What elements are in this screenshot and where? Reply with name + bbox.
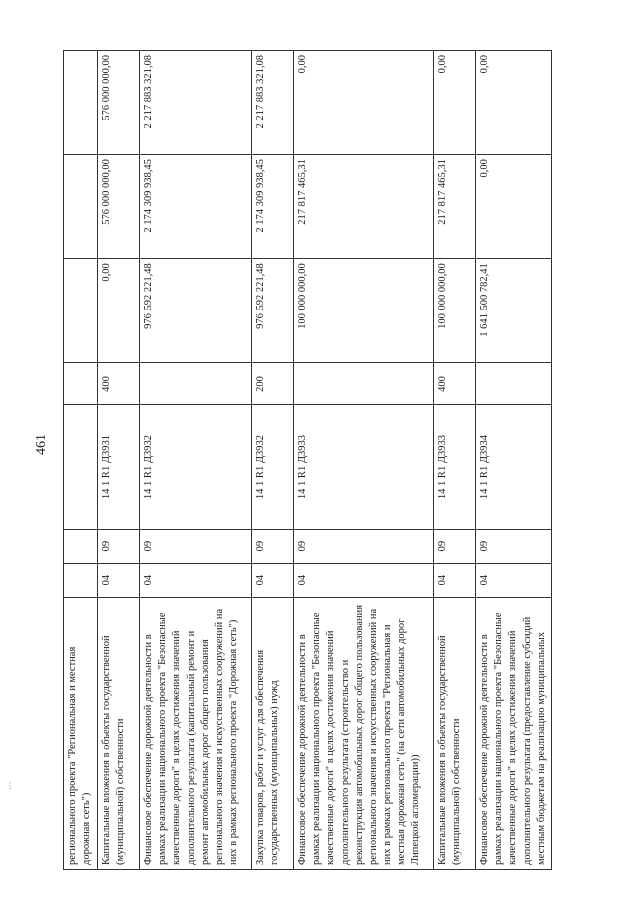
table-row <box>476 51 552 870</box>
razdel: 04 <box>434 563 476 597</box>
podrazdel: 09 <box>252 529 294 563</box>
amount-year-1 <box>64 259 98 363</box>
amount-year-1: 976 592 221,48 <box>252 259 294 363</box>
item-name: Финансовое обеспечение дорожной деятельности в рамках реализации национального проекта "Безопасные качественные дороги" в целях достижения значений дополнительного результата (предоставление субсидий местным бюджетам на реализацию муниципальных <box>476 597 552 869</box>
table-row <box>434 51 476 870</box>
item-name: Финансовое обеспечение дорожной деятельности в рамках реализации национального проекта "Безопасные качественные дороги" в целях достижения значений дополнительного результата (капитальный ремонт и ремонт автомобильных дорог общего пользования регионального значения и искусственных сооружений на них в рамках регионального проекта "Дорожная сеть") <box>140 597 252 869</box>
rotated-page <box>63 50 640 870</box>
table-row <box>252 51 294 870</box>
expense-type: 400 <box>434 363 476 405</box>
podrazdel: 09 <box>294 529 434 563</box>
margin-stamp: ••• <box>6 781 15 790</box>
budget-table <box>63 50 552 870</box>
amount-year-1: 0,00 <box>98 259 140 363</box>
item-name: Капитальные вложения в объекты государственной (муниципальной) собственности <box>434 597 476 869</box>
razdel: 04 <box>252 563 294 597</box>
amount-year-2 <box>64 155 98 259</box>
razdel <box>64 563 98 597</box>
amount-year-3: 0,00 <box>434 51 476 155</box>
amount-year-1: 1 641 500 782,41 <box>476 259 552 363</box>
amount-year-3: 2 217 883 321,08 <box>140 51 252 155</box>
target-article: 14 1 R1 Д3934 <box>476 405 552 529</box>
podrazdel: 09 <box>98 529 140 563</box>
expense-type: 400 <box>98 363 140 405</box>
razdel: 04 <box>98 563 140 597</box>
podrazdel: 09 <box>476 529 552 563</box>
amount-year-2: 2 174 309 938,45 <box>140 155 252 259</box>
item-name: Капитальные вложения в объекты государственной (муниципальной) собственности <box>98 597 140 869</box>
amount-year-3: 0,00 <box>476 51 552 155</box>
razdel: 04 <box>140 563 252 597</box>
item-name: регионального проекта "Региональная и местная дорожная сеть") <box>64 597 98 869</box>
razdel: 04 <box>294 563 434 597</box>
amount-year-2: 576 000 000,00 <box>98 155 140 259</box>
target-article: 14 1 R1 Д3931 <box>98 405 140 529</box>
podrazdel: 09 <box>140 529 252 563</box>
expense-type <box>140 363 252 405</box>
amount-year-2: 0,00 <box>476 155 552 259</box>
amount-year-3: 576 000 000,00 <box>98 51 140 155</box>
amount-year-1: 976 592 221,48 <box>140 259 252 363</box>
amount-year-1: 100 000 000,00 <box>434 259 476 363</box>
target-article: 14 1 R1 Д3932 <box>140 405 252 529</box>
table-row <box>64 51 98 870</box>
amount-year-3: 0,00 <box>294 51 434 155</box>
target-article <box>64 405 98 529</box>
amount-year-2: 2 174 309 938,45 <box>252 155 294 259</box>
expense-type <box>294 363 434 405</box>
expense-type <box>64 363 98 405</box>
target-article: 14 1 R1 Д3933 <box>294 405 434 529</box>
razdel: 04 <box>476 563 552 597</box>
target-article: 14 1 R1 Д3932 <box>252 405 294 529</box>
table-row <box>294 51 434 870</box>
podrazdel: 09 <box>434 529 476 563</box>
amount-year-2: 217 817 465,31 <box>434 155 476 259</box>
amount-year-2: 217 817 465,31 <box>294 155 434 259</box>
podrazdel <box>64 529 98 563</box>
expense-type <box>476 363 552 405</box>
amount-year-1: 100 000 000,00 <box>294 259 434 363</box>
item-name: Закупка товаров, работ и услуг для обеспечения государственных (муниципальных) нужд <box>252 597 294 869</box>
table-row <box>140 51 252 870</box>
expense-type: 200 <box>252 363 294 405</box>
amount-year-3 <box>64 51 98 155</box>
amount-year-3: 2 217 883 321,08 <box>252 51 294 155</box>
page-number: 461 <box>34 434 49 455</box>
table-row <box>98 51 140 870</box>
target-article: 14 1 R1 Д3933 <box>434 405 476 529</box>
item-name: Финансовое обеспечение дорожной деятельности в рамках реализации национального проекта "Безопасные качественные дороги" в целях достижения значений дополнительного результата (строительство и реконструкция автомобильных дорог общего пользования регионального значения и искусственных сооружений на них в рамках регионального проекта "Региональная и местная дорожная сеть" (на сети автомобильных дорог Липецкой агломерации)) <box>294 597 434 869</box>
